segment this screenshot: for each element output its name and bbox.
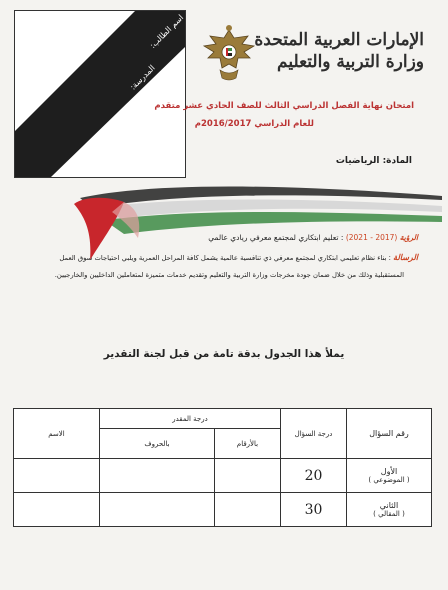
name-header: الاسم <box>14 409 100 459</box>
in-numbers-header: بالأرقام <box>215 429 281 459</box>
section-label: الشعبة: <box>149 143 174 168</box>
question-name: الأول <box>380 467 398 476</box>
question-score-cell: 30 <box>281 493 347 527</box>
uae-title: الإمارات العربية المتحدة <box>254 30 424 50</box>
letters-score-cell[interactable] <box>100 493 215 527</box>
mission-line-1: : بناء نظام تعليمي ابتكاري لمجتمع معرفي ذي تنافسية عالمية يشمل كافة المراحل العمرية ويلبي احتياجات سوق العمل <box>59 254 391 262</box>
uae-emblem-icon <box>200 24 258 86</box>
question-label-cell <box>347 459 432 493</box>
name-cell[interactable] <box>14 493 100 527</box>
question-score-cell: 20 <box>281 459 347 493</box>
question-type: ( المقالي ) <box>373 510 405 518</box>
instruction-text: يملأ هذا الجدول بدقة تامة من قبل لجنة التقدير <box>103 348 345 360</box>
ministry-title: وزارة التربية والتعليم <box>277 52 424 72</box>
question-type: ( الموضوعي ) <box>368 476 410 484</box>
subject-line <box>336 156 412 166</box>
exam-title: امتحان نهاية الفصل الدراسي الثالث للصف الحادي عشر متقدم <box>154 101 414 111</box>
in-letters-header: بالحروف <box>100 429 215 459</box>
table-row <box>14 493 432 527</box>
name-cell[interactable] <box>14 459 100 493</box>
question-label-cell <box>347 493 432 527</box>
table-row <box>14 459 432 493</box>
school-label: المدرسة: <box>128 63 157 92</box>
exam-year: للعام الدراسي 2016/2017م <box>194 119 314 129</box>
numbers-score-cell[interactable] <box>215 459 281 493</box>
flag-swoosh-graphic <box>64 178 444 262</box>
student-name-label: اسم الطالب: <box>148 12 186 51</box>
table-header-row-1 <box>14 409 432 429</box>
subject-value: الرياضيات <box>335 156 380 166</box>
numbers-score-cell[interactable] <box>215 493 281 527</box>
vision-statement <box>208 233 418 242</box>
mission-statement <box>59 253 418 262</box>
vision-label: الرؤية <box>399 233 418 242</box>
estimated-score-header: درجة المقدر <box>100 409 281 429</box>
question-score-header: درجة السؤال <box>281 409 347 459</box>
mission-line-2: المستقبلية وذلك من خلال ضمان جودة مخرجات وزارة التربية والتعليم وتقديم خدمات متميزة لمتعاملين الداخليين والخارجيين. <box>54 271 404 279</box>
seat-number-label: الرقم في الجلوس: <box>115 92 166 143</box>
question-name: الثاني <box>379 501 399 510</box>
grades-table <box>13 408 432 527</box>
vision-text: : تعليم ابتكاري لمجتمع معرفي ريادي عالمي <box>208 233 344 242</box>
student-info-card <box>14 10 186 178</box>
vision-years: (2017 - 2021) <box>345 233 398 242</box>
mission-label: الرسالة <box>393 253 418 262</box>
subject-label: المادة: <box>382 156 412 166</box>
question-number-header: رقم السؤال <box>347 409 432 459</box>
letters-score-cell[interactable] <box>100 459 215 493</box>
